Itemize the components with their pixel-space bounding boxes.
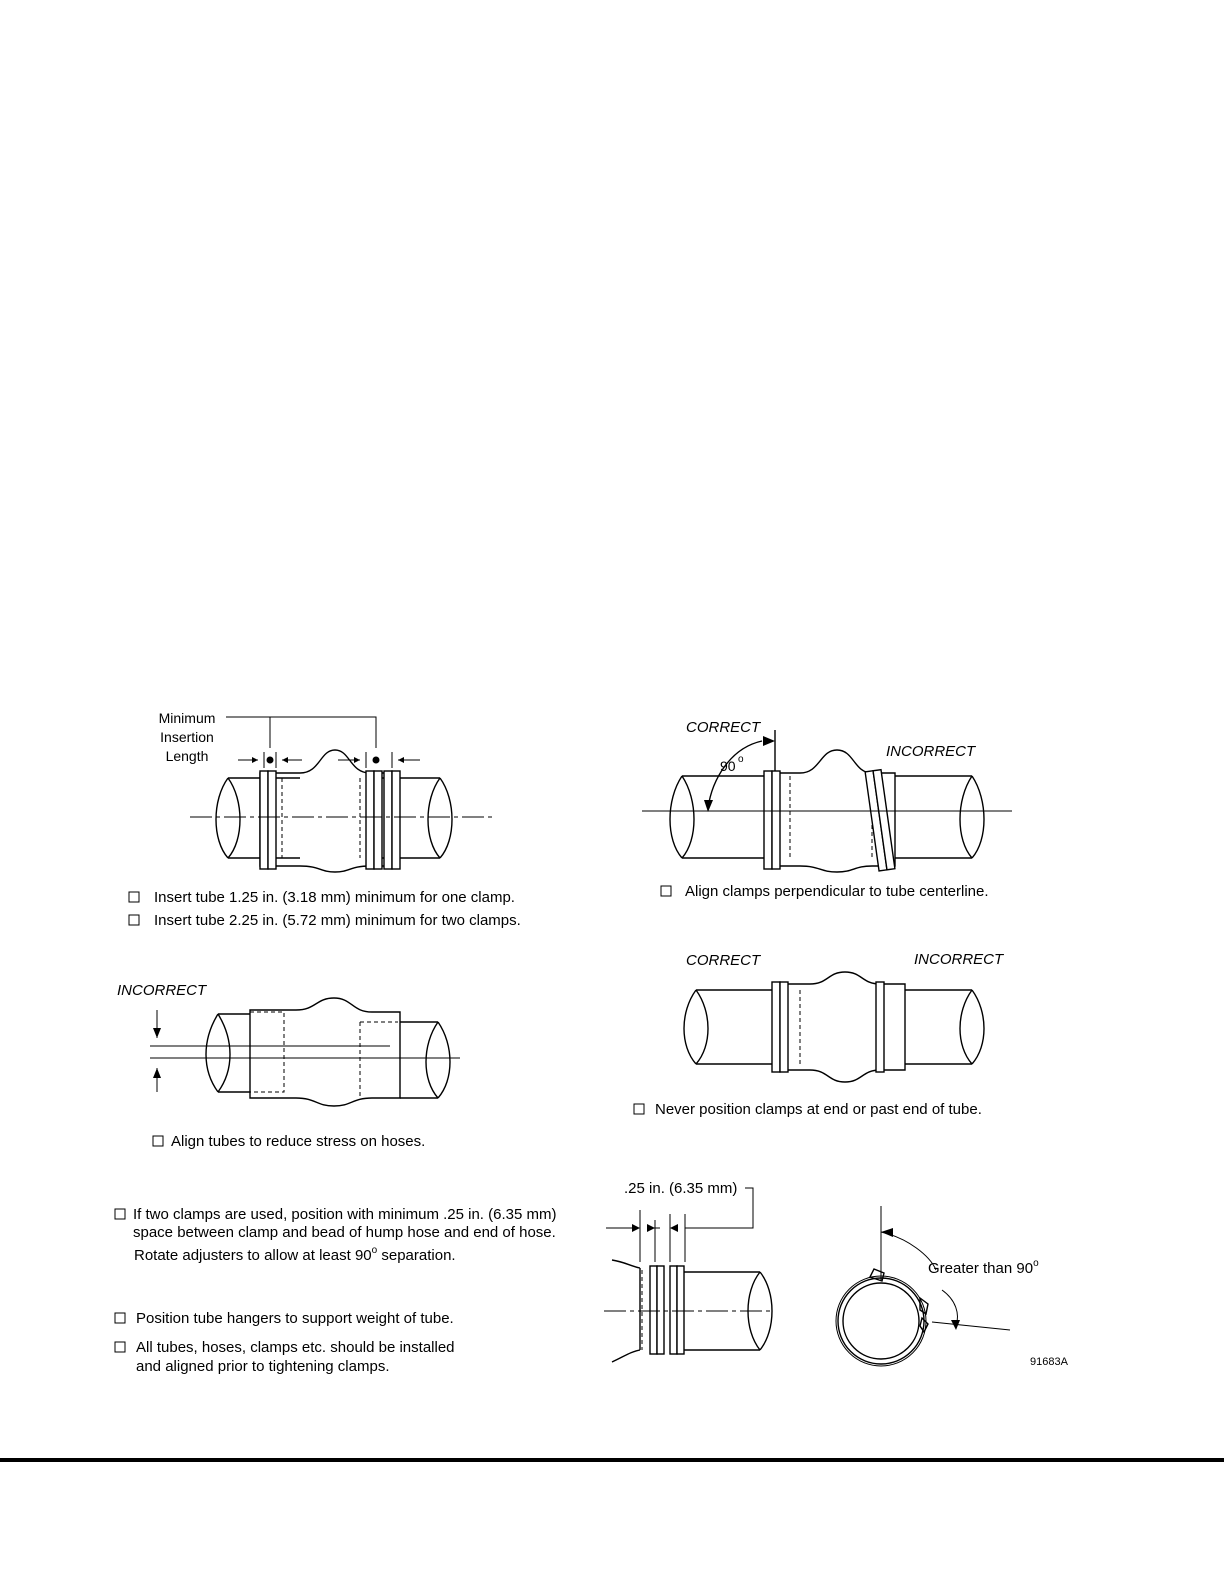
- perp-correct-label: CORRECT: [686, 719, 761, 736]
- perpendicular-bullet: [661, 883, 989, 900]
- page-bottom-rule: [0, 1458, 1224, 1462]
- insertion-bullet-two-clamps: Insert tube 2.25 in. (5.72 mm) minimum for two clamps.: [154, 912, 521, 929]
- figure-id: 91683A: [1030, 1356, 1068, 1368]
- perpendicular-bullet-text: Align clamps perpendicular to tube centerline.: [685, 883, 989, 900]
- perp-angle-label: 90: [720, 758, 736, 774]
- checkbox-icon: [115, 1209, 125, 1219]
- checkbox-icon: [153, 1136, 163, 1146]
- insertion-label-1: Minimum: [158, 710, 216, 726]
- alignment-figure: [117, 982, 460, 1106]
- all-installed-note-line2: and aligned prior to tightening clamps.: [136, 1358, 390, 1375]
- end-incorrect-label: INCORRECT: [914, 951, 1004, 968]
- notes-block: [115, 1206, 557, 1375]
- insertion-length-figure: [159, 710, 496, 872]
- insertion-label-3: Length: [165, 748, 209, 764]
- hangers-note: Position tube hangers to support weight of tube.: [136, 1310, 454, 1327]
- perp-degree-symbol: o: [738, 754, 744, 765]
- greater-than-90-label: Greater than 90$^o$: [928, 1258, 1039, 1277]
- insertion-bullet-one-clamp: Insert tube 1.25 in. (3.18 mm) minimum for one clamp.: [154, 889, 515, 906]
- perpendicular-figure: [642, 719, 1012, 872]
- alignment-incorrect-label: INCORRECT: [117, 982, 207, 999]
- two-clamps-note-line3: Rotate adjusters to allow at least 90$^o$ separation.: [134, 1245, 456, 1264]
- end-position-bullet: [634, 1101, 982, 1118]
- checkbox-icon: [115, 1313, 125, 1323]
- insertion-label-2: Insertion: [160, 729, 214, 745]
- end-position-bullet-text: Never position clamps at end or past end of tube.: [655, 1101, 982, 1118]
- end-correct-label: CORRECT: [686, 952, 761, 969]
- checkbox-icon: [115, 1342, 125, 1352]
- checkbox-icon: [634, 1104, 644, 1114]
- alignment-bullet-text: Align tubes to reduce stress on hoses.: [171, 1133, 426, 1150]
- alignment-bullet: [153, 1133, 425, 1150]
- perp-incorrect-label: INCORRECT: [886, 743, 976, 760]
- two-clamps-note-line1: If two clamps are used, position with minimum .25 in. (6.35 mm): [133, 1206, 557, 1223]
- checkbox-icon: [129, 892, 139, 902]
- insertion-bullets: [129, 889, 521, 929]
- end-position-figure: [684, 951, 1005, 1082]
- checkbox-icon: [661, 886, 671, 896]
- spacing-dimension-label: .25 in. (6.35 mm): [624, 1180, 738, 1197]
- two-clamps-note-line2: space between clamp and bead of hump hose and end of hose.: [133, 1224, 556, 1241]
- all-installed-note-line1: All tubes, hoses, clamps etc. should be installed: [136, 1339, 455, 1356]
- checkbox-icon: [129, 915, 139, 925]
- spacing-figure: [604, 1180, 1069, 1368]
